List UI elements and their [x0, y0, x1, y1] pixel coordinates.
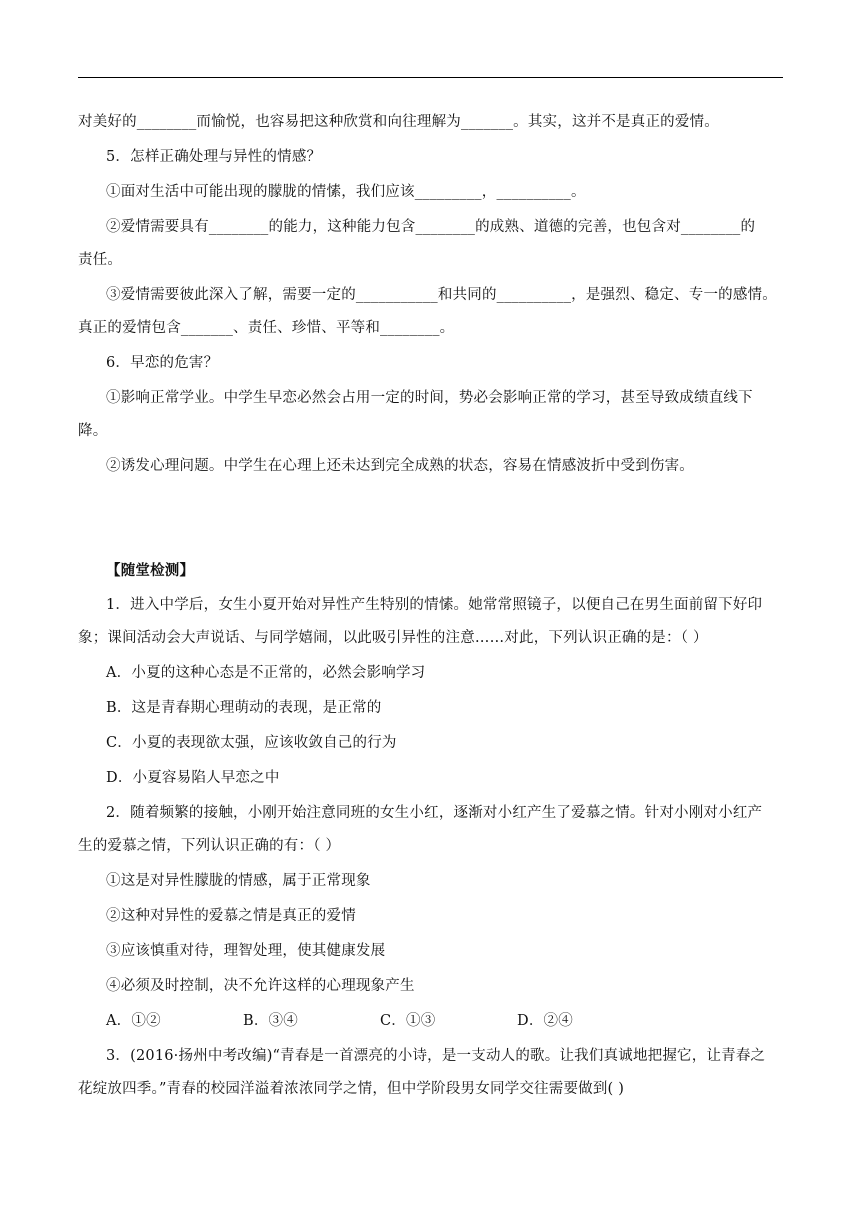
header-rule [78, 77, 783, 78]
q1-option-b: B．这是青春期心理萌动的表现，是正常的 [106, 700, 382, 716]
quiz-question-3-cont: 花绽放四季。”青春的校园洋溢着浓浓同学之情，但中学阶段男女同学交往需要做到( ) [78, 1081, 625, 1097]
q2-option-b: B．③④ [243, 1013, 298, 1029]
q1-option-c: C．小夏的表现欲太强，应该收敛自己的行为 [106, 735, 397, 751]
question-5: 5．怎样正确处理与异性的情感？ [106, 149, 322, 165]
quiz-question-1-cont: 象；课间活动会大声说话、与同学嬉闹，以此吸引异性的注意……对此，下列认识正确的是：（ ） [78, 630, 708, 646]
q2-statement-3: ③应该慎重对待，理智处理，使其健康发展 [106, 943, 386, 959]
q2-option-c: C．①③ [380, 1013, 436, 1029]
q5-item-1: ①面对生活中可能出现的朦胧的情愫，我们应该_________，__________。 [106, 184, 586, 200]
q1-option-a: A．小夏的这种心态是不正常的，必然会影响学习 [106, 665, 426, 681]
q2-statement-4: ④必须及时控制，决不允许这样的心理现象产生 [106, 978, 415, 994]
q1-option-d: D．小夏容易陷人早恋之中 [106, 770, 280, 786]
question-6: 6．早恋的危害？ [106, 355, 219, 371]
q2-option-a: A．①② [106, 1013, 161, 1029]
q5-item-3: ③爱情需要彼此深入了解，需要一定的___________和共同的__________，是强烈、稳定、专一的感情。 [106, 287, 777, 303]
q2-options [106, 1011, 783, 1031]
q5-item-2: ②爱情需要具有________的能力，这种能力包含________的成熟、道德的完善，也包含对________的 [106, 219, 756, 235]
quiz-question-3: 3．(2016·扬州中考改编)“青春是一首漂亮的小诗，是一支动人的歌。让我们真诚地把握它，让青春之 [106, 1048, 766, 1064]
q2-option-d: D．②④ [517, 1013, 573, 1029]
q2-statement-2: ②这种对异性的爱慕之情是真正的爱情 [106, 908, 356, 924]
text-line: 对美好的________而愉悦，也容易把这种欣赏和向往理解为_______。其实，这并不是真正的爱情。 [78, 114, 719, 130]
quiz-question-2: 2．随着频繁的接触，小刚开始注意同班的女生小红，逐渐对小红产生了爱慕之情。针对小刚对小红产 [106, 805, 763, 821]
quiz-question-1: 1．进入中学后，女生小夏开始对异性产生特别的情愫。她常常照镜子，以便自己在男生面前留下好印 [106, 597, 763, 613]
quiz-question-2-cont: 生的爱慕之情，下列认识正确的有：（ ） [78, 838, 341, 854]
q5-item-2-cont: 责任。 [78, 252, 123, 268]
q6-item-1-cont: 降。 [78, 423, 108, 439]
section-heading: 【随堂检测】 [106, 562, 195, 579]
q6-item-1: ①影响正常学业。中学生早恋必然会占用一定的时间，势必会影响正常的学习，甚至导致成绩直线下 [106, 390, 753, 406]
q2-statement-1: ①这是对异性朦胧的情感，属于正常现象 [106, 873, 371, 889]
q6-item-2: ②诱发心理问题。中学生在心理上还未达到完全成熟的状态，容易在情感波折中受到伤害。 [106, 458, 694, 474]
q5-item-3-cont: 真正的爱情包含_______、责任、珍惜、平等和________。 [78, 320, 455, 336]
